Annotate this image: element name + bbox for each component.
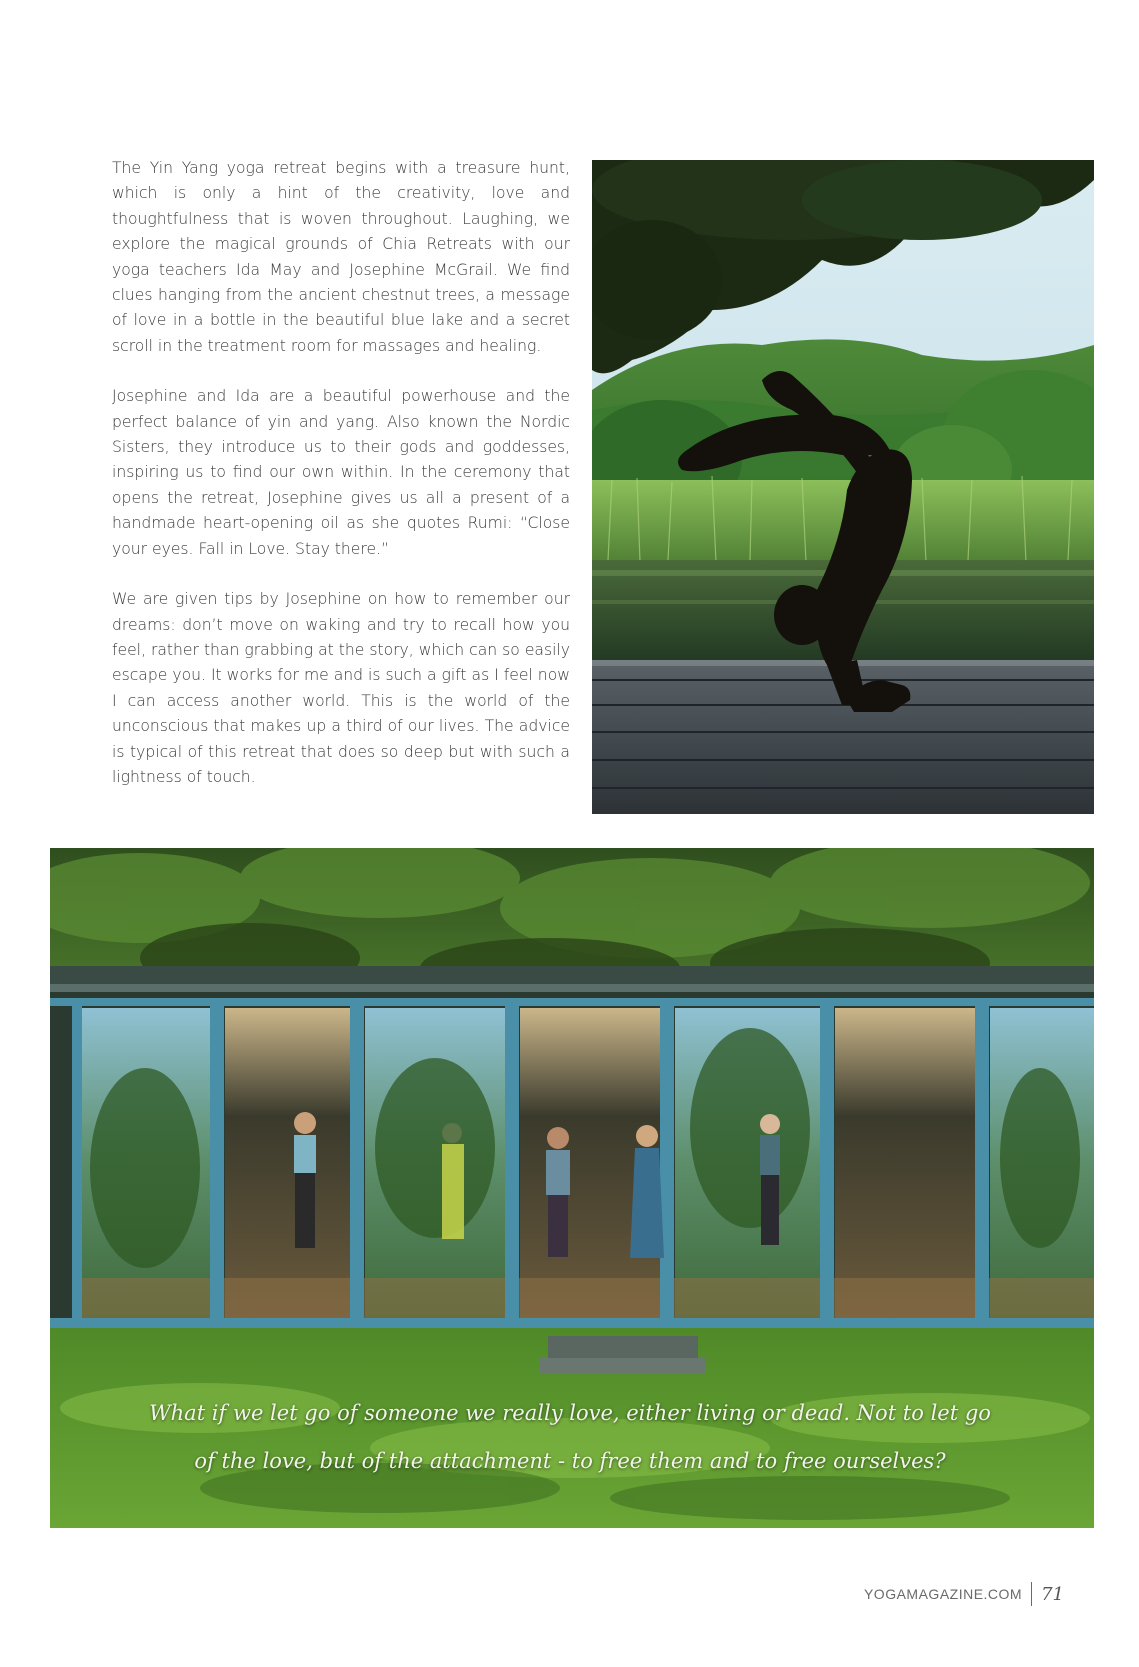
article-text-column: [112, 156, 570, 815]
article-paragraph-3: We are given tips by Josephine on how to remember our dreams: don’t move on waking and try to recall how you feel, rather than grabbing at the story, which can so easily escape you. It works for me and is such a gift as I feel now I can access another world. This is the world of the unconscious that makes up a third of our lives. The advice is typical of this retreat that does so deep but with such a lightness of touch.: [112, 590, 570, 786]
pull-quote: [120, 1389, 1020, 1485]
scorpion-pose-illustration: [592, 160, 1094, 814]
article-paragraph-1: The Yin Yang yoga retreat begins with a treasure hunt, which is only a hint of the creativity, love and thoughtfulness that is woven throughout. Laughing, we explore the magical grounds of Chia Retreats with our yoga teachers Ida May and Josephine McGrail. We find clues hanging from the ancient chestnut trees, a message of love in a bottle in the beautiful blue lake and a secret scroll in the treatment room for massages and healing.: [112, 159, 570, 355]
page-number: 71: [1041, 1583, 1064, 1605]
page-footer: [864, 1580, 1064, 1608]
article-paragraph-2: Josephine and Ida are a beautiful powerhouse and the perfect balance of yin and yang. Also known the Nordic Sisters, they introduce us to their gods and goddesses, inspiring us to find our own within. In the ceremony that opens the retreat, Josephine gives us all a present of a handmade heart-opening oil as she quotes Rumi: “Close your eyes. Fall in Love. Stay there.”: [112, 387, 570, 558]
footer-site-name: YOGAMAGAZINE.COM: [863, 1586, 1023, 1602]
photo-scorpion-pose: [592, 160, 1094, 814]
pull-quote-line-2: of the love, but of the attachment - to free them and to free ourselves?: [194, 1449, 946, 1473]
footer-divider: [1031, 1582, 1032, 1606]
pull-quote-line-1: What if we let go of someone we really love, either living or dead. Not to let go: [149, 1401, 991, 1425]
